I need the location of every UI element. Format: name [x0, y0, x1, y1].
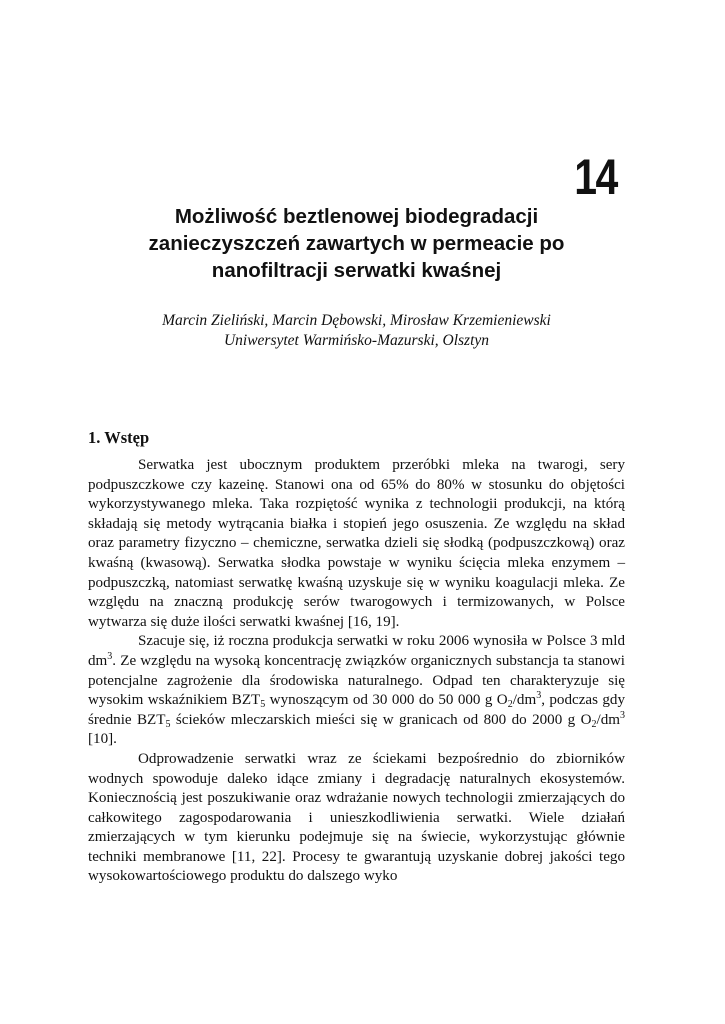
title-line: zanieczyszczeń zawartych w permeacie po: [148, 232, 565, 255]
section-heading: 1. Wstęp: [88, 428, 150, 447]
page-title: [88, 203, 625, 284]
body-text: [88, 456, 625, 887]
title-line: Możliwość beztlenowej biodegradacji: [174, 205, 539, 228]
chapter-number: 14: [574, 149, 617, 205]
author-block: [88, 311, 625, 351]
title-line: nanofiltracji serwatki kwaśnej: [211, 259, 502, 282]
paragraph-3: Odprowadzenie serwatki wraz ze ściekami bezpośrednio do zbiorników wodnych spowoduje daleko idące zmiany i degradację naturalnych ekosystemów. Koniecznością jest poszukiwanie oraz wdrażanie nowych technologii zmierzających do całkowitego zagospodarowania i unieszkodliwienia serwatki. Wiele działań zmierzających w tym kierunku podejmuje się na świecie, wykorzystując głównie techniki membranowe [11, 22]. Procesy te gwarantują uzyskanie dobrej jakości tego wysokowartościowego produktu do dalszego wyko: [88, 750, 625, 885]
paragraph-1: Serwatka jest ubocznym produktem przeróbki mleka na twarogi, sery podpuszczkowe czy kazeinę. Stanowi ona od 65% do 80% w stosunku do objętości wykorzystywanego mleka. Taka rozpiętość wynika z technologii produkcji, na którą składają się metody wytrącania białka i stopień jego osuszenia. Ze względu na skład oraz parametry fizyczno – chemiczne, serwatka dzieli się słodką (podpuszczkową) oraz kwaśną (kwasową). Serwatka słodka powstaje w wyniku ścięcia mleka enzymem – podpuszczką, natomiast serwatkę kwaśną uzyskuje się w wyniku koagulacji mleka. Ze względu na znaczną produkcję serów twarogowych i termizowanych, w Polsce wytwarza się duże ilości serwatki kwaśnej [16, 19].: [88, 457, 625, 630]
author-affiliation: Uniwersytet Warmińsko-Mazurski, Olsztyn: [223, 332, 490, 349]
paragraph-2: Szacuje się, iż roczna produkcja serwatki w roku 2006 wynosiła w Polsce 3 mld $dm^3$. Ze względu na wysoką koncentrację związków organicznych substancja ta stanowi potencjalne zagrożenie dla środowiska naturalnego. Odpad ten charakteryzuje się wysokim wskaźnikiem $BZT_5$ wynoszącym od 30 000 do 50 000 g $O_2/dm^3$, podczas gdy średnie $BZT_5$ ścieków mleczarskich mieści się w granicach od 800 do 2000 g $O_2/dm^3$ [10].: [88, 633, 626, 748]
author-names: Marcin Zieliński, Marcin Dębowski, Mirosław Krzemieniewski: [162, 312, 551, 329]
